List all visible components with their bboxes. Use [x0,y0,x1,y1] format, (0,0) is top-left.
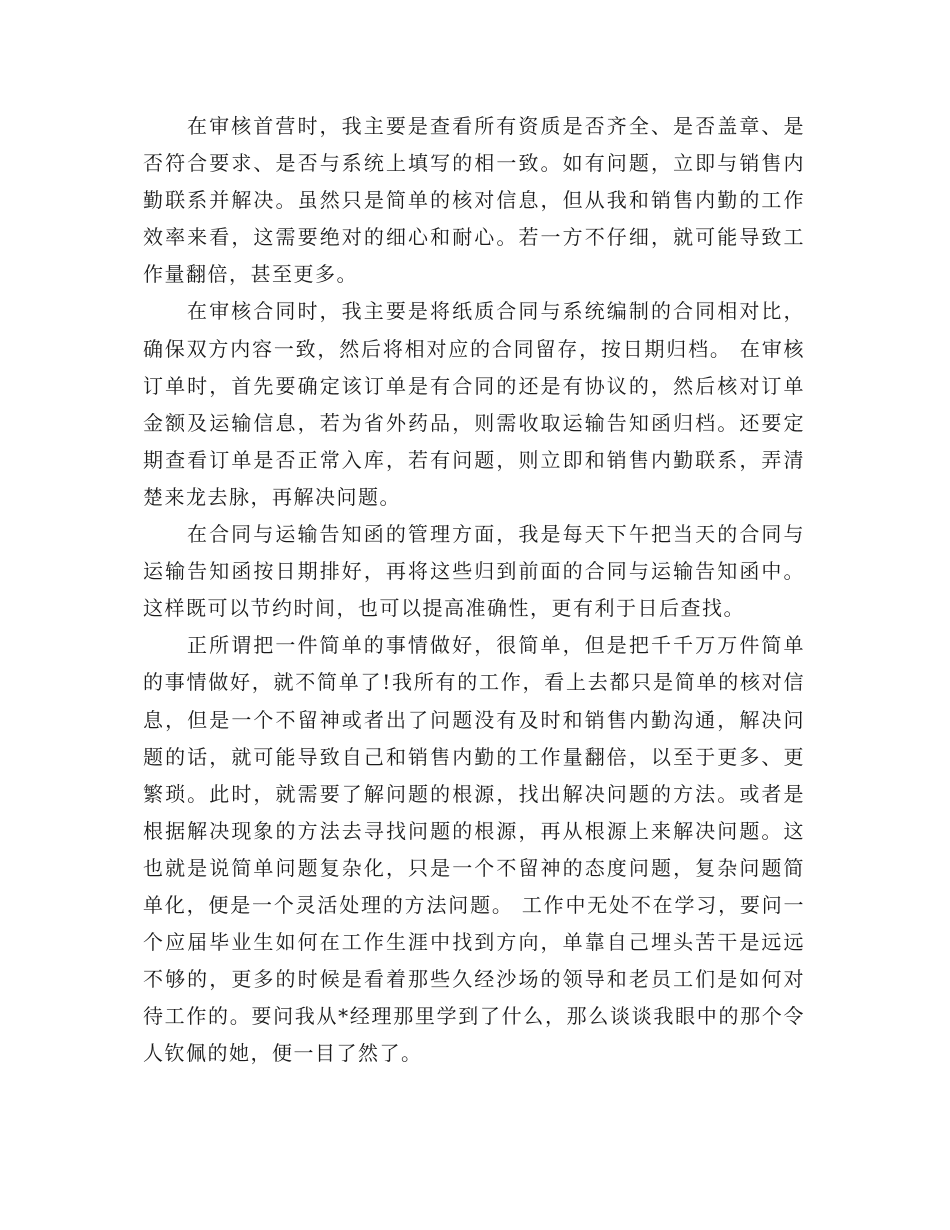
document-body [143,108,805,1072]
paragraph-contract-management: 在合同与运输告知函的管理方面，我是每天下午把当天的合同与运输告知函按日期排好，再将这些归到前面的合同与运输告知函中。这样既可以节约时间，也可以提高准确性，更有利于日后查找。 [143,522,805,621]
paragraph-contract-order-review: 在审核合同时，我主要是将纸质合同与系统编制的合同相对比，确保双方内容一致，然后将相对应的合同留存，按日期归档。 在审核订单时，首先要确定该订单是有合同的还是有协议的，然后核对订单金额及运输信息，若为省外药品，则需收取运输告知函归档。还要定期查看订单是否正常入库，若有问题，则立即和销售内勤联系，弄清楚来龙去脉，再解决问题。 [143,299,805,509]
paragraph-reflection: 正所谓把一件简单的事情做好，很简单，但是把千千万万件简单的事情做好，就不简单了!我所有的工作，看上去都只是简单的核对信息，但是一个不留神或者出了问题没有及时和销售内勤沟通，解决问题的话，就可能导致自己和销售内勤的工作量翻倍，以至于更多、更繁琐。此时，就需要了解问题的根源，找出解决问题的方法。或者是根据解决现象的方法去寻找问题的根源，再从根源上来解决问题。这也就是说简单问题复杂化，只是一个不留神的态度问题，复杂问题简单化，便是一个灵活处理的方法问题。 工作中无处不在学习，要问一个应届毕业生如何在工作生涯中找到方向，单靠自己埋头苦干是远远不够的，更多的时候是看着那些久经沙场的领导和老员工们是如何对待工作的。要问我从*经理那里学到了什么，那么谈谈我眼中的那个令人钦佩的她，便一目了然了。 [143,633,805,1066]
paragraph-first-business-review: 在审核首营时，我主要是查看所有资质是否齐全、是否盖章、是否符合要求、是否与系统上填写的相一致。如有问题，立即与销售内勤联系并解决。虽然只是简单的核对信息，但从我和销售内勤的工作效率来看，这需要绝对的细心和耐心。若一方不仔细，就可能导致工作量翻倍，甚至更多。 [143,114,805,287]
